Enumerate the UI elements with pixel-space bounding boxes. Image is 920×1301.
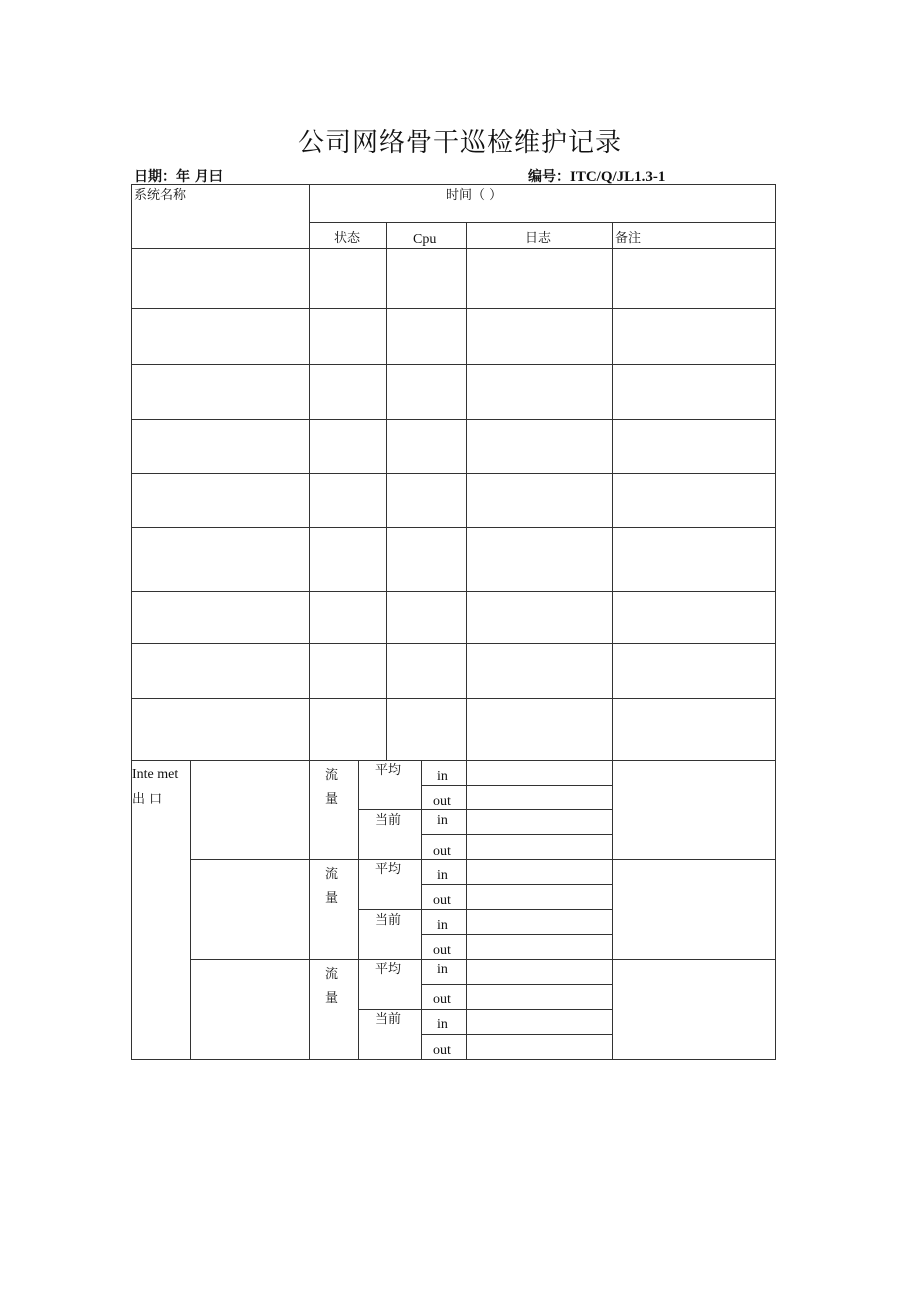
in-label-3a: in — [437, 962, 448, 977]
average-label-3: 平均 — [375, 962, 402, 977]
in-label-2a: in — [437, 868, 448, 883]
current-label-2: 当前 — [375, 913, 402, 928]
header-system-name: 系统名称 — [134, 188, 187, 203]
traffic-label-2b: 量 — [325, 891, 339, 906]
out-label-1b: out — [433, 844, 451, 859]
in-label-1b: in — [437, 813, 448, 828]
internet-exit-label: 出 口 — [132, 792, 163, 807]
out-label-3b: out — [433, 1043, 451, 1058]
header-remarks: 备注 — [615, 231, 642, 246]
in-label-3b: in — [437, 1017, 448, 1032]
average-label-1: 平均 — [375, 763, 402, 778]
current-label-3: 当前 — [375, 1012, 402, 1027]
page-title: 公司网络骨干巡检维护记录 — [297, 128, 622, 157]
average-label-2: 平均 — [375, 862, 402, 877]
header-time: 时间（ ） — [446, 188, 503, 203]
in-label-2b: in — [437, 918, 448, 933]
header-status: 状态 — [334, 231, 361, 246]
traffic-label-3a: 流 — [325, 967, 339, 982]
date-label: 日期：年 月曰 — [134, 169, 223, 185]
traffic-label-1a: 流 — [325, 768, 339, 783]
current-label-1: 当前 — [375, 813, 402, 828]
traffic-label-1b: 量 — [325, 792, 339, 807]
in-label-1a: in — [437, 769, 448, 784]
out-label-1a: out — [433, 794, 451, 809]
out-label-2a: out — [433, 893, 451, 908]
out-label-3a: out — [433, 992, 451, 1007]
out-label-2b: out — [433, 943, 451, 958]
traffic-label-3b: 量 — [325, 991, 339, 1006]
header-cpu: Cpu — [413, 232, 437, 247]
code-value: ITC/Q/JL1.3-1 — [570, 169, 666, 185]
header-log: 日志 — [525, 231, 552, 246]
internet-label: Inte met — [132, 767, 179, 782]
traffic-label-2a: 流 — [325, 867, 339, 882]
code-label: 编号： — [528, 169, 570, 185]
